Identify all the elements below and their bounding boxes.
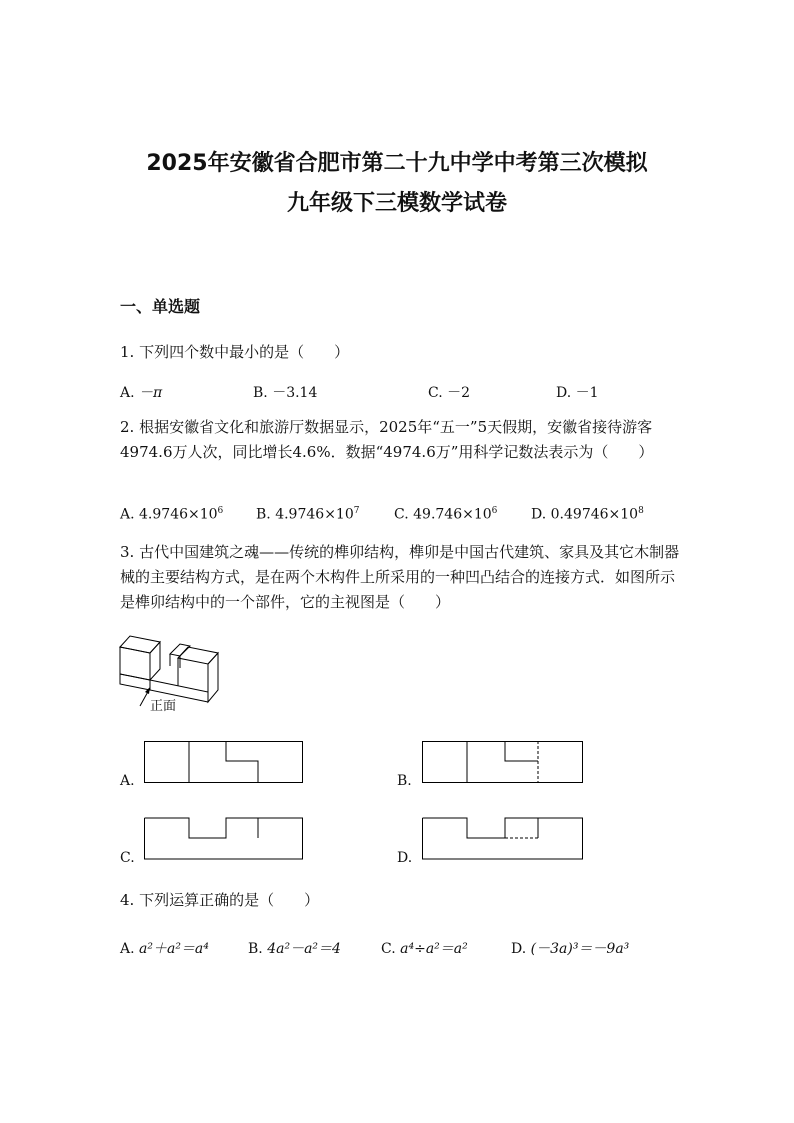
q3-option-d-view[interactable] [422, 817, 584, 861]
option-value: －2 [447, 385, 471, 401]
option-value: －1 [575, 385, 599, 401]
option-label: C. [381, 941, 396, 957]
question-3-stem: 3. 古代中国建筑之魂——传统的榫卯结构，榫卯是中国古代建筑、家具及其它木制器械的主要结构方式，是在两个木构件上所采用的一种凹凸结合的连接方式．如图所示是榫卯结构中的一个部件，它的主视图是（ ） [120, 543, 680, 611]
section-heading: 一、单选题 [120, 297, 201, 316]
question-1-stem: 1. 下列四个数中最小的是（ ） [120, 343, 350, 361]
option-label: D. [556, 385, 572, 401]
option-value: 0.49746×10 [550, 506, 639, 523]
q2-option-a[interactable] [120, 506, 223, 523]
option-value: a²＋a²＝a⁴ [139, 941, 209, 957]
option-value: 49.746×10 [413, 506, 492, 523]
option-value: (－3a)³＝－9a³ [530, 941, 630, 957]
question-2-stem: 2. 根据安徽省文化和旅游厅数据显示，2025年“五一”5天假期，安徽省接待游客4974.6万人次，同比增长4.6%．数据“4974.6万”用科学记数法表示为（ ） [120, 418, 654, 461]
option-value: 4.9746×10 [275, 506, 354, 523]
q3-option-b-label[interactable]: B. [397, 773, 412, 789]
q2-option-d[interactable] [531, 506, 644, 523]
q4-option-b[interactable] [248, 938, 341, 958]
option-value: －3.14 [272, 385, 318, 401]
q3-option-b-view[interactable] [422, 741, 584, 785]
q1-option-c[interactable] [428, 382, 470, 402]
option-label: C. [428, 385, 443, 401]
option-value: －π [139, 385, 163, 401]
q2-option-c[interactable] [394, 506, 497, 523]
option-label: B. [253, 385, 268, 401]
exponent: 6 [491, 506, 498, 516]
exponent: 7 [353, 506, 360, 516]
exam-title-line2: 九年级下三模数学试卷 [286, 191, 507, 216]
q1-option-d[interactable] [556, 382, 599, 402]
q3-option-a-label[interactable]: A. [120, 773, 135, 789]
option-label: D. [511, 941, 527, 957]
option-value: 4.9746×10 [139, 506, 218, 523]
option-value: a⁴÷a²＝a² [400, 941, 468, 957]
q1-option-b[interactable] [253, 382, 317, 402]
exponent: 8 [638, 506, 644, 516]
q4-option-d[interactable] [511, 938, 629, 958]
option-label: A. [120, 385, 135, 401]
exponent: 6 [217, 506, 224, 516]
option-value: 4a²－a²＝4 [267, 941, 341, 957]
q1-option-a[interactable] [120, 382, 162, 402]
q3-option-c-label[interactable]: C. [120, 850, 135, 866]
q2-option-b[interactable] [256, 506, 359, 523]
q3-option-c-view[interactable] [144, 817, 304, 861]
q4-option-a[interactable] [120, 938, 209, 958]
option-label: A. [120, 941, 135, 957]
q4-option-c[interactable] [381, 938, 468, 958]
q3-option-a-view[interactable] [144, 741, 304, 785]
question-4-stem: 4. 下列运算正确的是（ ） [120, 891, 320, 909]
option-label: D. [531, 506, 547, 523]
exam-title-line1: 2025年安徽省合肥市第二十九中学中考第三次模拟 [146, 151, 648, 176]
option-label: B. [248, 941, 263, 957]
option-label: A. [120, 506, 135, 523]
option-label: B. [256, 506, 271, 523]
front-view-label: 正面 [150, 699, 177, 714]
q3-option-d-label[interactable]: D. [397, 850, 413, 866]
option-label: C. [394, 506, 409, 523]
